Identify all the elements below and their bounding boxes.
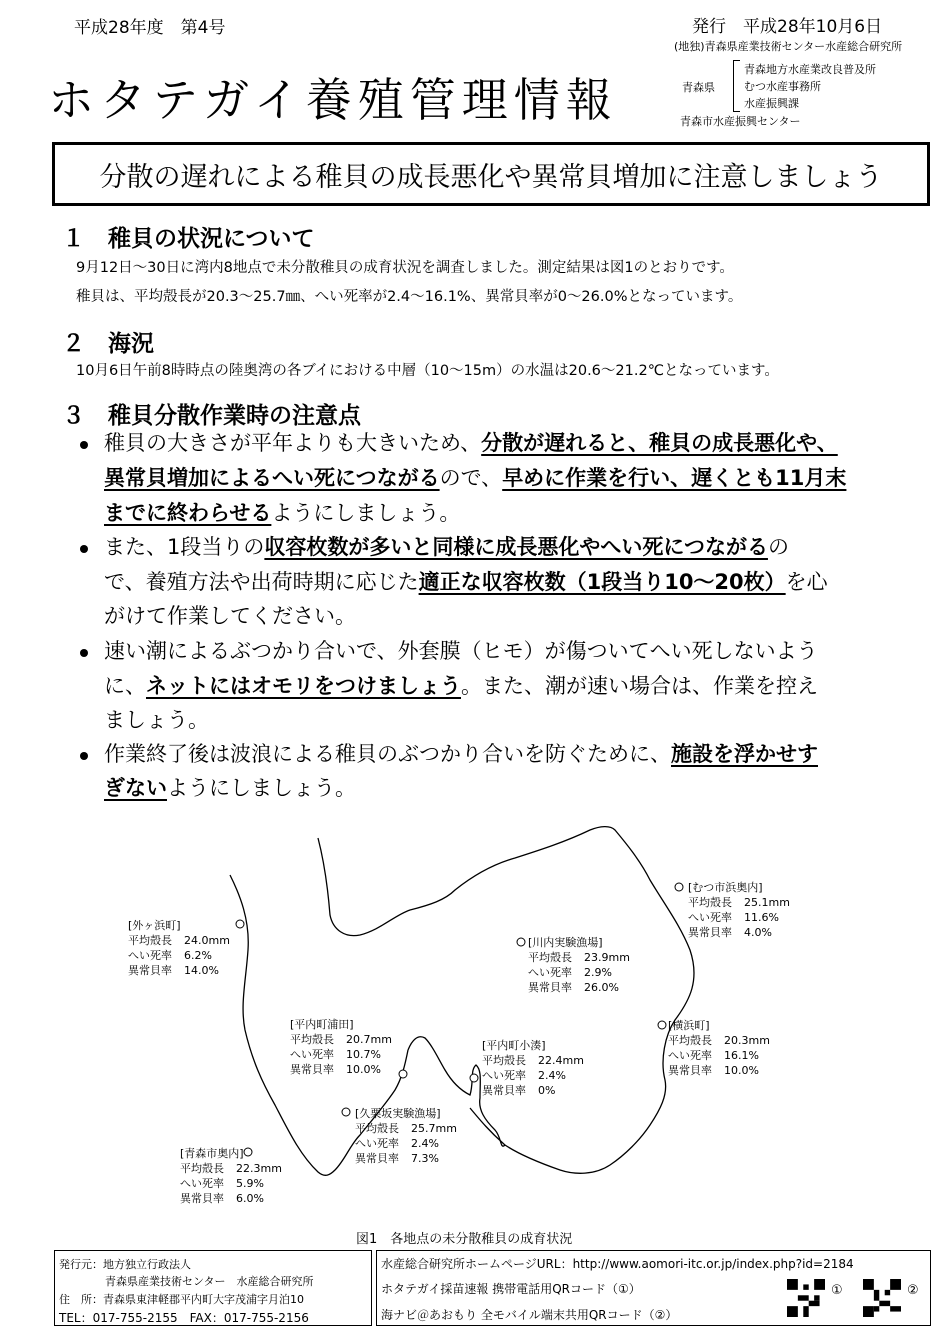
bay-map [0, 820, 944, 1220]
site-label-urata: [平内町浦田] 平均殻長 20.7mm へい死率 10.7% 異常貝率 10.0% [290, 1018, 392, 1076]
bullet3-line1: 速い潮によるぶつかり合いで、外套膜（ヒモ）が傷ついてへい死しないよう [104, 639, 818, 663]
qr1-marker: ① [831, 1283, 843, 1298]
qr-code-icon[interactable] [787, 1279, 825, 1317]
pref-org-item: 青森地方水産業改良普及所 [744, 63, 876, 76]
bullet-icon [80, 441, 88, 449]
homepage-url[interactable]: 水産総合研究所ホームページURL：http://www.aomori-itc.or.jp/index.php?id=2184 [381, 1257, 854, 1271]
issuer-info-box [54, 1250, 372, 1326]
station-marker [517, 938, 525, 946]
section1-line: 稚貝は、平均殻長が20.3～25.7㎜、へい死率が2.4～16.1%、異常貝率が0～26.0%となっています。 [76, 289, 743, 305]
bullet4-line2: ぎないようにしましょう。 [104, 776, 356, 800]
station-marker [470, 1074, 478, 1082]
issue-date: 発行 平成28年10月6日 [692, 17, 883, 37]
station-marker [658, 1021, 666, 1029]
city-org: 青森市水産振興センター [680, 115, 801, 128]
issuer-phone: TEL：017-755-2155 FAX：017-755-2156 [59, 1311, 309, 1325]
page-title: ホタテガイ養殖管理情報 [48, 73, 618, 127]
bullet-icon [80, 545, 88, 553]
bullet2-line3: がけて作業してください。 [104, 604, 356, 628]
bullet3-line2: に、ネットにはオモリをつけましょう。また、潮が速い場合は、作業を控え [104, 674, 818, 698]
site-label-kominato: [平内町小湊] 平均殻長 22.4mm へい死率 2.4% 異常貝率 0% [482, 1039, 584, 1097]
bullet1-line1: 稚貝の大きさが平年よりも大きいため、分散が遅れると、稚貝の成長悪化や、 [104, 431, 838, 455]
bullet4-line1: 作業終了後は波浪による稚貝のぶつかり合いを防ぐために、施設を浮かせす [104, 742, 818, 766]
qr2-description: 海ナビ＠あおもり 全モバイル端末共用QRコード（②） [381, 1308, 678, 1322]
station-marker [675, 883, 683, 891]
bullet2-line1: また、1段当りの収容枚数が多いと同様に成長悪化やへい死につながるの [104, 535, 789, 559]
publisher-org: (地独)青森県産業技術センター水産総合研究所 [674, 40, 903, 53]
section2-line: 10月6日午前8時時点の陸奥湾の各ブイにおける中層（10～15m）の水温は20.6～21.2℃となっています。 [76, 363, 779, 379]
figure-caption: 図1 各地点の未分散稚貝の成育状況 [356, 1232, 573, 1247]
site-label-kuguriizaka: [久栗坂実験漁場] 平均殻長 25.7mm へい死率 2.4% 異常貝率 7.3% [355, 1107, 457, 1165]
bullet1-line2: 異常貝増加によるへい死につながるので、早めに作業を行い、遅くとも11月末 [104, 466, 847, 490]
site-label-okunai: [青森市奥内] 平均殻長 22.3mm へい死率 5.9% 異常貝率 6.0% [180, 1147, 282, 1205]
qr1-description: ホタテガイ採苗速報 携帯電話用QRコード（①） [381, 1282, 641, 1296]
section1-heading: １ 稚貝の状況について [62, 226, 315, 252]
site-label-mutsu: [むつ市浜奥内] 平均殻長 25.1mm へい死率 11.6% 異常貝率 4.0% [688, 881, 790, 939]
links-info-box [376, 1250, 931, 1326]
pref-org-item: 水産振興課 [744, 97, 799, 110]
qr2-marker: ② [907, 1283, 919, 1298]
bracket-divider [733, 60, 740, 112]
issuer-address: 住 所：青森県東津軽郡平内町大字茂浦字月泊10 [59, 1293, 304, 1306]
station-marker [399, 1070, 407, 1078]
issuer-label: 発行元：地方独立行政法人 [59, 1258, 191, 1271]
site-label-sotogahama: [外ヶ浜町] 平均殻長 24.0mm へい死率 6.2% 異常貝率 14.0% [128, 919, 230, 977]
site-label-kawauchi: [川内実験漁場] 平均殻長 23.9mm へい死率 2.9% 異常貝率 26.0% [528, 936, 630, 994]
issuer-name: 青森県産業技術センター 水産総合研究所 [105, 1275, 314, 1288]
qr-code-icon[interactable] [863, 1279, 901, 1317]
bullet2-line2: で、養殖方法や出荷時期に応じた適正な収容枚数（1段当り10～20枚）を心 [104, 570, 828, 594]
coastline-map [0, 820, 944, 1220]
bullet1-line3: までに終わらせるようにしましょう。 [104, 501, 461, 525]
section1-line: 9月12日～30日に湾内8地点で未分散稚貝の成育状況を調査しました。測定結果は図1のとおりです。 [76, 260, 734, 276]
section3-heading: ３ 稚貝分散作業時の注意点 [62, 403, 361, 429]
bullet-icon [80, 649, 88, 657]
prefecture-label: 青森県 [682, 81, 715, 94]
headline-text: 分散の遅れによる稚貝の成長悪化や異常貝増加に注意しましょう [99, 161, 883, 193]
bullet3-line3: ましょう。 [104, 708, 209, 732]
bullet-icon [80, 752, 88, 760]
headline-box [52, 142, 930, 206]
issue-number: 平成28年度 第4号 [74, 18, 226, 38]
station-marker [342, 1108, 350, 1116]
pref-org-item: むつ水産事務所 [744, 80, 821, 93]
section2-heading: ２ 海況 [62, 331, 154, 357]
station-marker [236, 920, 244, 928]
site-label-yokohama: [横浜町] 平均殻長 20.3mm へい死率 16.1% 異常貝率 10.0% [668, 1019, 770, 1077]
